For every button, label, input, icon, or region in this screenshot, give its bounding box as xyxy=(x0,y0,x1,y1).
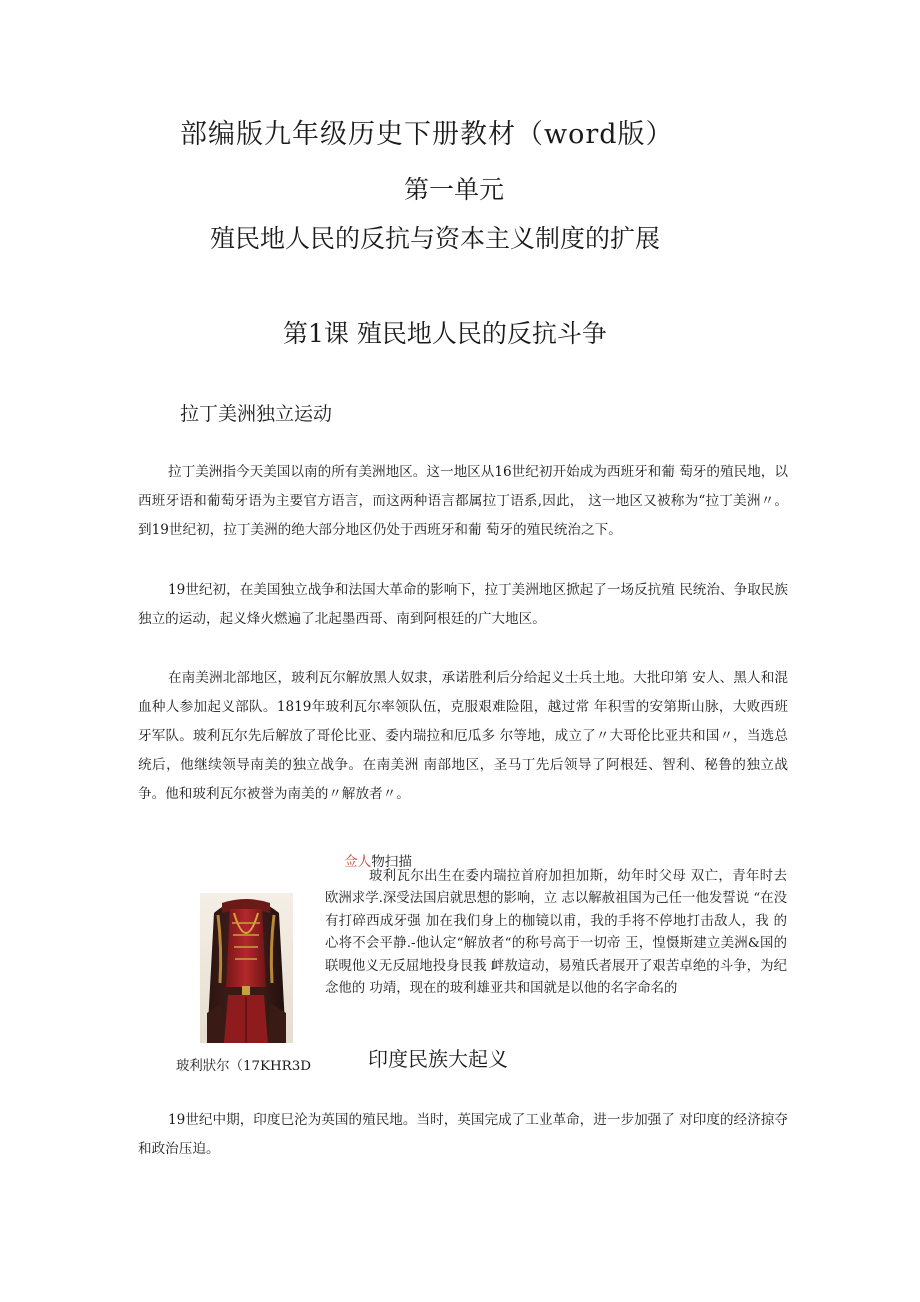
sidebar-text: 玻利瓦尔出生在委内瑞拉首府加担加斯，幼年时父母 双亡，青年时去欧洲求学.深受法国启就思想的影响，立 志以解赦祖国为己任一他发誓说 “在没有打碎西成牙强 加在我们身上的枷镜以甫，我的手将不停地打击敌人，我 的心将不会平静.-他认定“解放者“的称号高于一切帝 王，惶慑斯建立美洲&国的联晛他义无反屈地投身艮莪 衅敖這动，易殖氏者展开了艰苦卓绝的斗争，为纪念他的 功靖，现在的玻利雄亚共和国就是以他的名字命名的 xyxy=(325,869,787,997)
section-heading-latin-america: 拉丁美洲独立运动 xyxy=(180,403,333,425)
section-heading-india: 印度民族大起义 xyxy=(368,1047,508,1071)
paragraph: 拉丁美洲指今天美国以南的所有美洲地区。这一地区从16世纪初开始成为西班牙和葡 萄牙的殖民地，以西班牙语和葡萄牙语为主要官方语言，而这两种语言都属拉丁语系,因此， 这一地区又被称为“拉丁美洲〃。到19世纪初，拉丁美洲的绝大部分地区仍处于西班牙和葡 萄牙的殖民统治之下。 xyxy=(138,464,788,538)
image-caption: 玻利狀尔（17KHR3D xyxy=(176,1059,312,1074)
lesson-title: 第1课 殖民地人民的反抗斗争 xyxy=(283,319,607,348)
paragraph: 19世纪中期，印度巳沦为英国的殖民地。当时，英国完成了工业革命，进一步加强了 对印度的经济掠夺和政治压迫。 xyxy=(138,1112,788,1157)
sidebar-label-rest: 物扫描 xyxy=(371,854,412,870)
bolivar-uniform-image xyxy=(200,893,293,1043)
paragraph: 19世纪初，在美国独立战争和法国大革命的影响下，拉丁美洲地区掀起了一场反抗殖 民统治、争取民族独立的运动，起义烽火燃遍了北起墨西哥、南到阿根廷的广大地区。 xyxy=(138,582,788,627)
unit-title: 第一单元 xyxy=(404,175,505,204)
unit-subtitle: 殖民地人民的反抗与资本主义制度的扩展 xyxy=(210,224,661,253)
document-title: 部编版九年级历史下册教材（word版） xyxy=(180,119,674,150)
sidebar-label-red: 佥人 xyxy=(344,854,372,870)
paragraph: 在南美洲北部地区，玻利瓦尔解放黑人奴隶，承诺胜利后分给起义士兵土地。大批印第 安人、黑人和混血种人参加起义部队。1819年玻利瓦尔率领队伍，克服艰难险阻，越过常 年积雪的安第斯山脉，大败西班牙军队。玻利瓦尔先后解放了哥伦比亚、委内瑞拉和厄瓜多 尔等地，成立了〃大哥伦比亚共和国〃，当选总统后，他继续领导南美的独立战争。在南美洲 南部地区，圣马丁先后领导了阿根廷、智利、秘鲁的独立战争。他和玻利瓦尔被誉为南美的〃解放者〃。 xyxy=(138,670,788,802)
